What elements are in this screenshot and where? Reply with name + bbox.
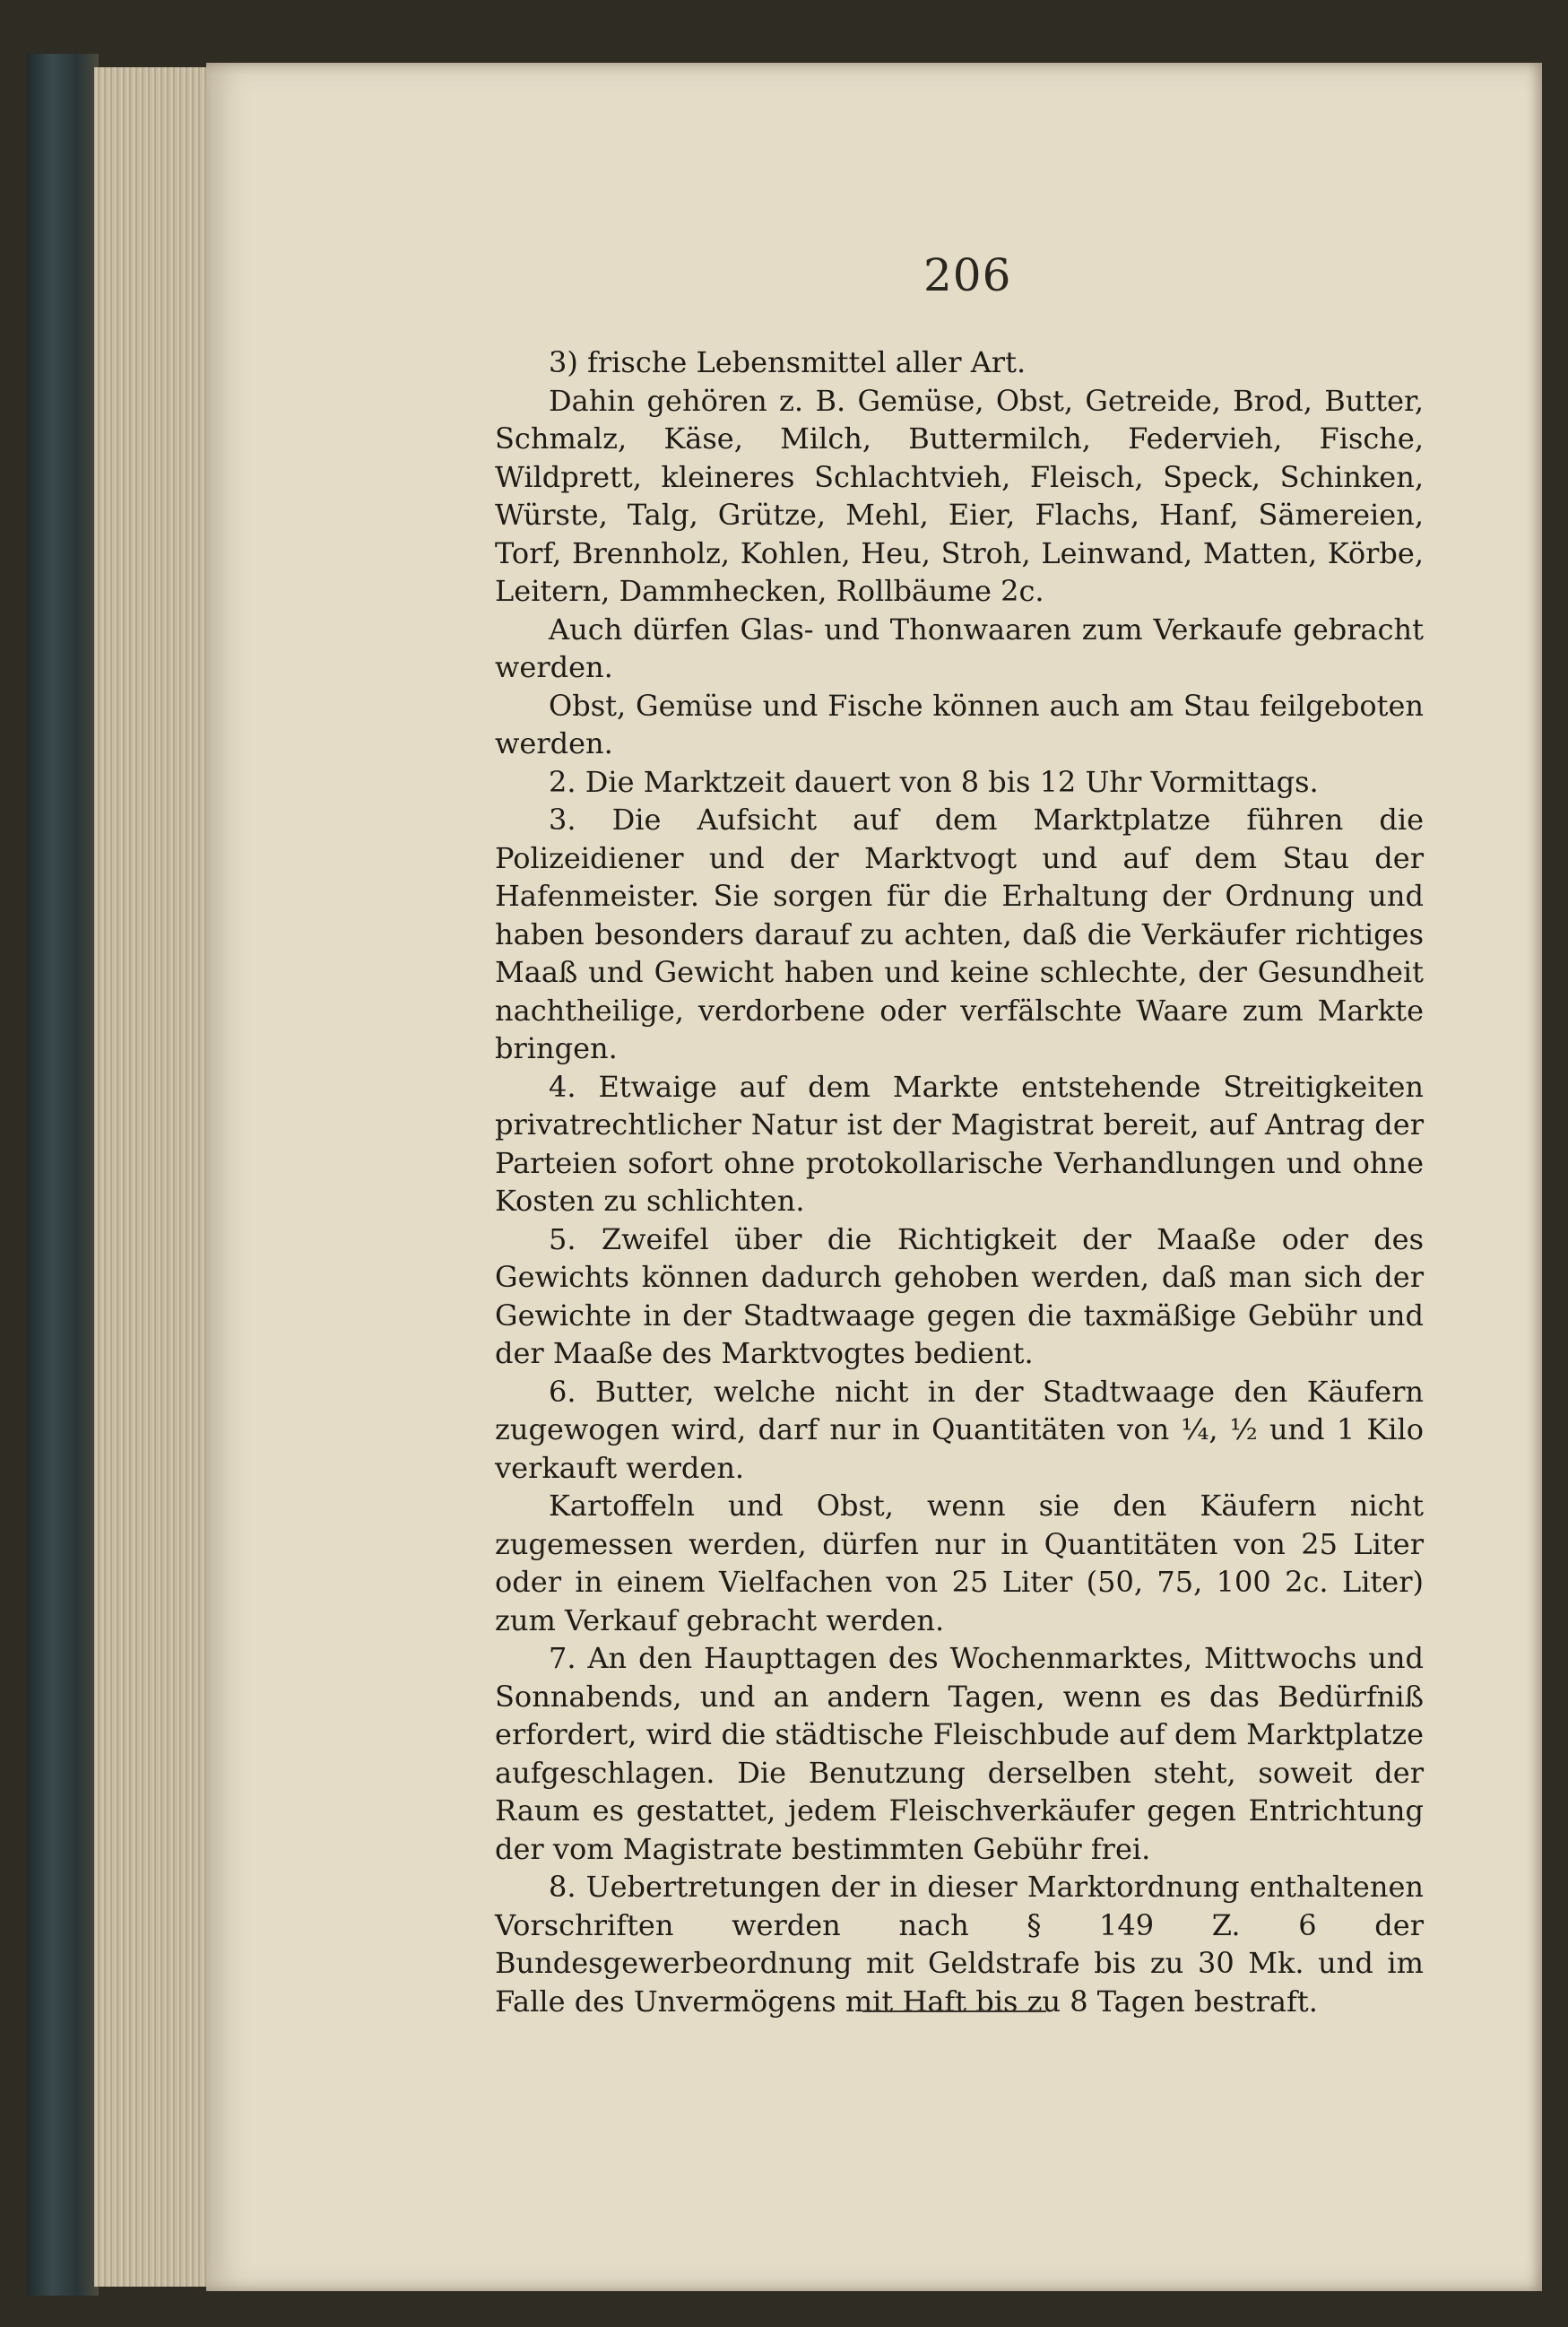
paragraph-5: 2. Die Marktzeit dauert von 8 bis 12 Uhr Vormittags. xyxy=(549,764,1319,799)
page-number: 206 xyxy=(923,249,1012,301)
paragraph-1: 3) frische Lebensmittel aller Art. xyxy=(549,345,1027,379)
paragraph-4: Obst, Gemüse und Fische können auch am Stau feilgeboten werden. xyxy=(495,688,1424,760)
paragraph-10: Kartoffeln und Obst, wenn sie den Käufern nicht zugemessen werden, dürfen nur in Quantitäten von 25 Liter oder in einem Vielfachen von 25 Liter (50, 75, 100 2c. Liter) zum Verkauf gebracht werden. xyxy=(495,1489,1424,1637)
paragraph-3: Auch dürfen Glas- und Thonwaaren zum Verkaufe gebracht werden. xyxy=(495,612,1424,684)
paragraph-12: 8. Uebertretungen der in dieser Marktordnung enthaltenen Vorschriften werden nach § 149 Z. 6 der Bundesgewerbeordnung mit Geldstrafe bis zu 30 Mk. und im Falle des Unvermögens mit Haft bis zu 8 Tagen bestraft. xyxy=(495,1870,1424,2019)
paragraph-8: 5. Zweifel über die Richtigkeit der Maaße oder des Gewichts können dadurch gehoben werden, daß man sich der Gewichte in der Stadtwaage gegen die taxmäßige Gebühr und der Maaße des Marktvogtes bedient. xyxy=(495,1221,1424,1370)
paragraph-7: 4. Etwaige auf dem Markte entstehende Streitigkeiten privatrechtlicher Natur ist der Magistrat bereit, auf Antrag der Parteien sofort ohne protokollarische Verhandlungen und ohne Kosten zu schlichten. xyxy=(495,1069,1424,1218)
page-body xyxy=(495,343,1424,2020)
book-spine xyxy=(27,54,99,2296)
paragraph-2: Dahin gehören z. B. Gemüse, Obst, Getreide, Brod, Butter, Schmalz, Käse, Milch, Buttermilch, Federvieh, Fische, Wildprett, kleineres Schlachtvieh, Fleisch, Speck, Schinken, Würste, Talg, Grütze, Mehl, Eier, Flachs, Hanf, Sämereien, Torf, Brennholz, Kohlen, Heu, Stroh, Leinwand, Matten, Körbe, Leitern, Dammhecken, Rollbäume 2c. xyxy=(495,383,1424,608)
paragraph-11: 7. An den Haupttagen des Wochenmarktes, Mittwochs und Sonnabends, und an andern Tagen, wenn es das Bedürfniß erfordert, wird die städtische Fleischbude auf dem Marktplatze aufgeschlagen. Die Benutzung derselben steht, soweit der Raum es gestattet, jedem Fleischverkäufer gegen Entrichtung der vom Magistrate bestimmten Gebühr frei. xyxy=(495,1641,1424,1866)
paragraph-6: 3. Die Aufsicht auf dem Marktplatze führen die Polizeidiener und der Marktvogt und auf dem Stau der Hafenmeister. Sie sorgen für die Erhaltung der Ordnung und haben besonders darauf zu achten, daß die Verkäufer richtiges Maaß und Gewicht haben und keine schlechte, der Gesundheit nachtheilige, verdorbene oder verfälschte Waare zum Markte bringen. xyxy=(495,803,1424,1065)
closing-rule xyxy=(862,2010,1046,2012)
paragraph-9: 6. Butter, welche nicht in der Stadtwaage den Käufern zugewogen wird, darf nur in Quantitäten von ¼, ½ und 1 Kilo verkauft werden. xyxy=(495,1374,1424,1485)
